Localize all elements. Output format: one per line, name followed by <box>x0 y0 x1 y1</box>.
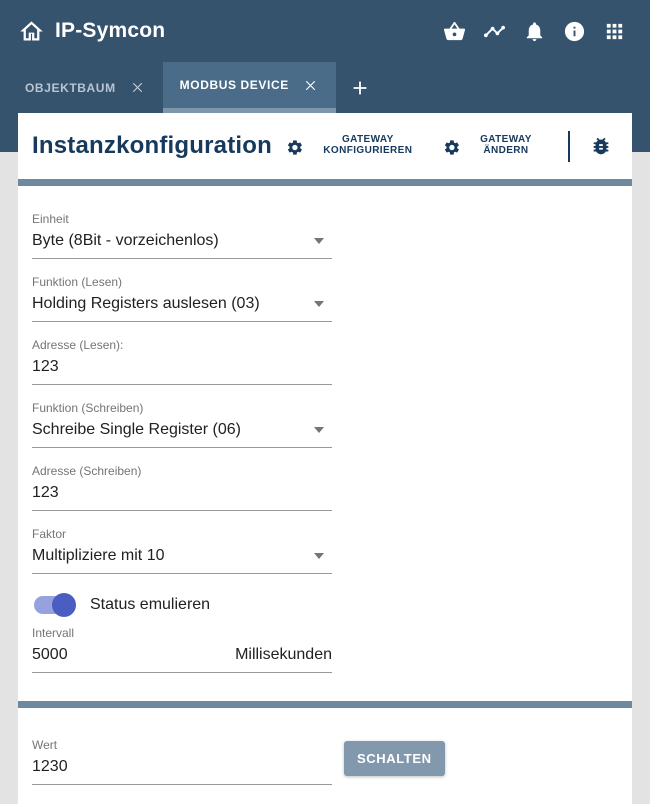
section-divider-bottom <box>18 701 632 708</box>
debug-button[interactable] <box>584 135 618 157</box>
close-tab-icon[interactable] <box>302 77 319 94</box>
tab-label: MODBUS DEVICE <box>179 78 289 92</box>
app-logo[interactable] <box>18 18 165 45</box>
add-tab-button[interactable] <box>336 62 384 113</box>
adresse-schreiben-input[interactable] <box>32 482 332 504</box>
funktion-lesen-value: Holding Registers auslesen (03) <box>32 295 260 312</box>
app-title: IP-Symcon <box>55 19 166 42</box>
einheit-label: Einheit <box>32 212 69 226</box>
intervall-suffix: Millisekunden <box>235 646 332 663</box>
wert-label: Wert <box>32 738 58 752</box>
chevron-down-icon <box>314 427 324 433</box>
intervall-input[interactable] <box>32 644 235 666</box>
status-emulieren-label: Status emulieren <box>90 596 211 613</box>
faktor-select[interactable] <box>32 527 332 574</box>
gear-icon <box>443 137 461 158</box>
tab-bar <box>0 62 650 113</box>
status-emulieren-toggle[interactable] <box>34 596 74 614</box>
funktion-schreiben-select[interactable] <box>32 401 332 448</box>
configuration-form <box>18 212 632 673</box>
funktion-lesen-select[interactable] <box>32 275 332 322</box>
funktion-lesen-label: Funktion (Lesen) <box>32 275 123 289</box>
status-emulieren-row <box>32 592 618 618</box>
faktor-value: Multipliziere mit 10 <box>32 547 165 564</box>
home-icon <box>18 18 45 45</box>
instance-configuration-card <box>18 113 632 804</box>
plus-icon <box>349 77 371 99</box>
toggle-knob <box>52 593 76 617</box>
tab-modbus-device[interactable] <box>163 62 336 113</box>
wert-section <box>18 738 632 785</box>
adresse-schreiben-label: Adresse (Schreiben) <box>32 464 142 478</box>
gateway-configure-button[interactable] <box>286 134 429 158</box>
notifications-icon[interactable] <box>523 20 546 43</box>
top-bar <box>0 0 650 62</box>
gateway-change-button[interactable] <box>443 134 548 158</box>
gear-icon <box>286 137 304 158</box>
section-divider-top <box>18 179 632 186</box>
chevron-down-icon <box>314 301 324 307</box>
page-title: Instanzkonfiguration <box>32 132 272 159</box>
gateway-configure-label: GATEWAY KONFIGURIEREN <box>323 134 413 156</box>
faktor-label: Faktor <box>32 527 67 541</box>
funktion-schreiben-label: Funktion (Schreiben) <box>32 401 144 415</box>
gateway-change-label: GATEWAY ÄNDERN <box>480 134 532 156</box>
einheit-value: Byte (8Bit - vorzeichenlos) <box>32 232 219 249</box>
apps-grid-icon[interactable] <box>603 20 626 43</box>
topbar-icons <box>443 20 626 43</box>
card-header <box>18 113 632 179</box>
shopping-basket-icon[interactable] <box>443 20 466 43</box>
close-tab-icon[interactable] <box>129 79 146 96</box>
einheit-select[interactable] <box>32 212 332 259</box>
chevron-down-icon <box>314 238 324 244</box>
info-icon[interactable] <box>563 20 586 43</box>
schalten-button[interactable]: SCHALTEN <box>344 741 445 776</box>
intervall-label: Intervall <box>32 626 75 640</box>
funktion-schreiben-value: Schreibe Single Register (06) <box>32 421 241 438</box>
adresse-schreiben-field <box>32 464 332 511</box>
wert-field <box>32 738 332 785</box>
header-divider <box>568 131 570 162</box>
top-navigation <box>0 0 650 113</box>
tab-objektbaum[interactable] <box>8 62 163 113</box>
wert-input[interactable] <box>32 756 332 778</box>
timeline-icon[interactable] <box>483 20 506 43</box>
page-content <box>0 113 650 804</box>
intervall-field <box>32 626 332 673</box>
adresse-lesen-label: Adresse (Lesen): <box>32 338 124 352</box>
chevron-down-icon <box>314 553 324 559</box>
adresse-lesen-input[interactable] <box>32 356 332 378</box>
bug-icon <box>590 135 612 157</box>
tab-label: OBJEKTBAUM <box>25 80 116 95</box>
adresse-lesen-field <box>32 338 332 385</box>
